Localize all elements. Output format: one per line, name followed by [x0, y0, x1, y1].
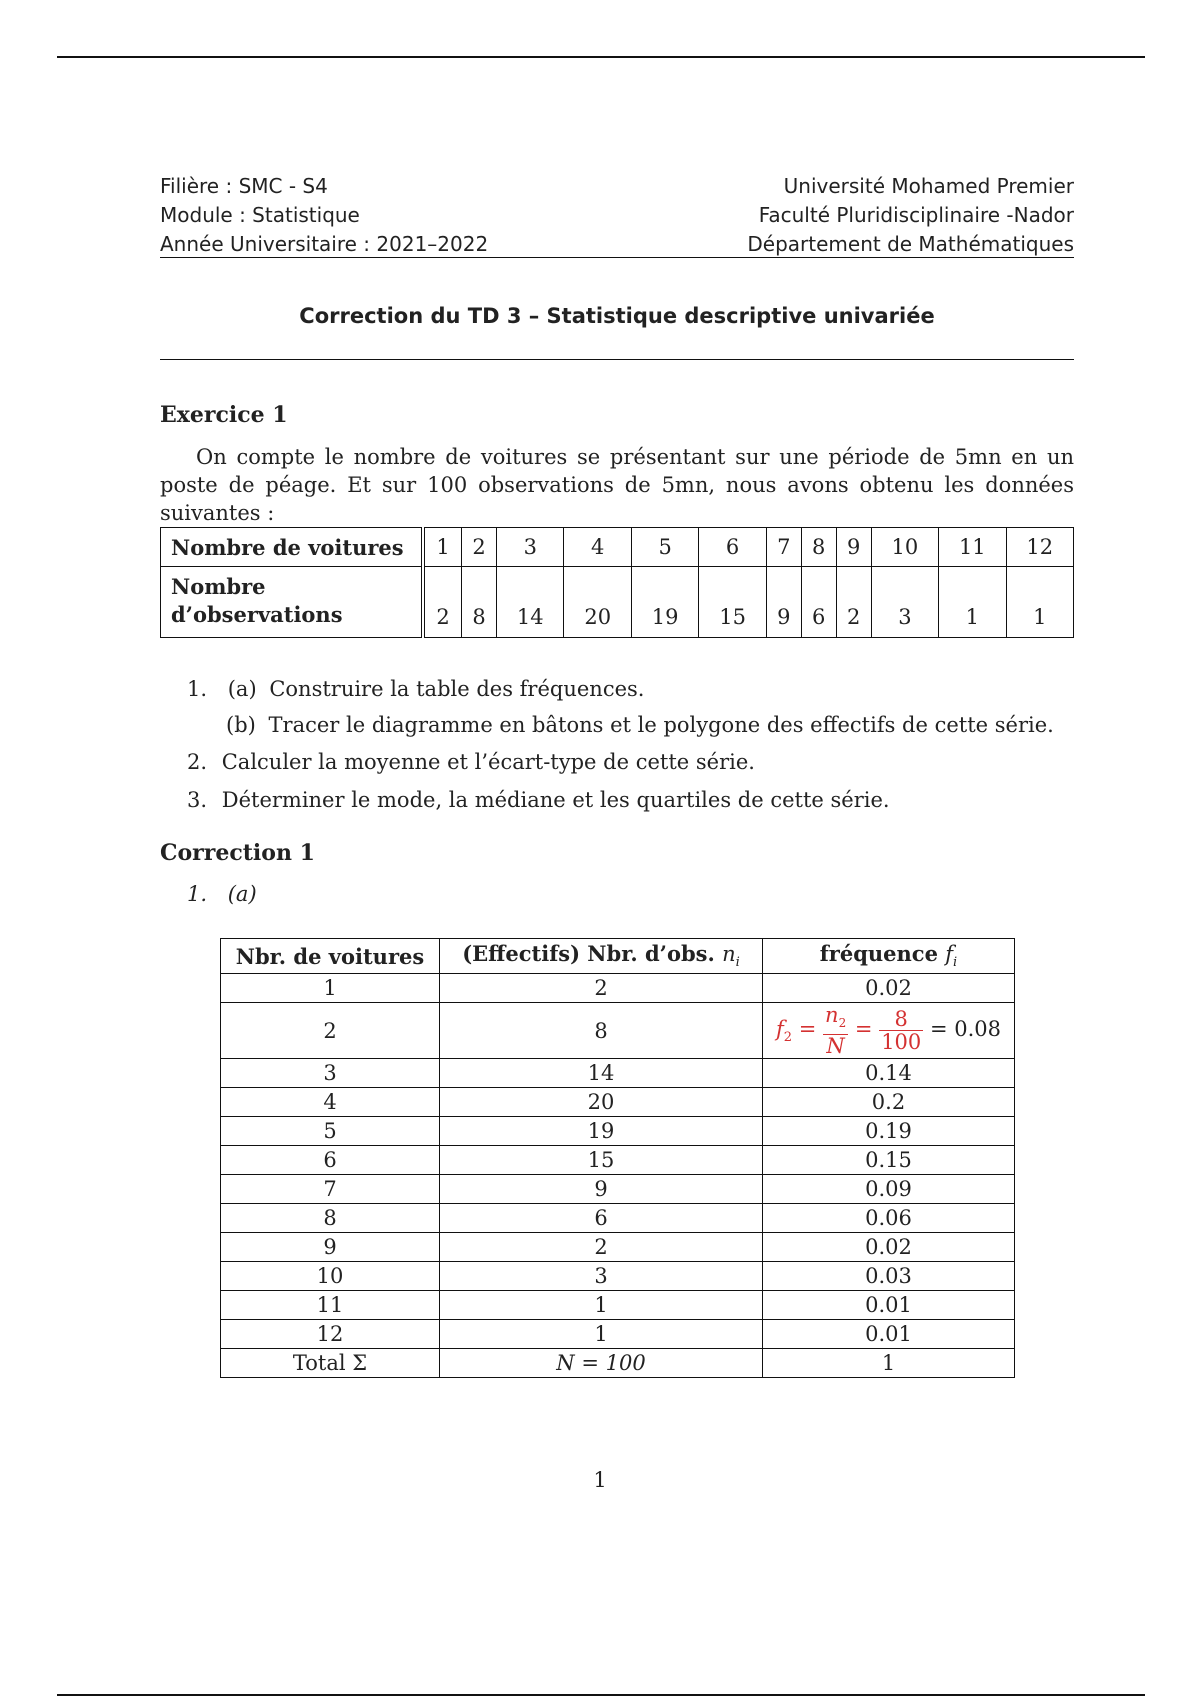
header-filiere: Filière : SMC - S4	[160, 174, 328, 198]
question-1b	[226, 711, 1054, 739]
cell-total-label: Total Σ	[221, 1349, 440, 1378]
formula-lhs-sub: 2	[783, 1030, 793, 1046]
cell-cars: 12	[221, 1320, 440, 1349]
table-cell: 9	[836, 528, 871, 567]
exercise-intro: On compte le nombre de voitures se présentant sur une période de 5mn en un poste de péage. Et sur 100 observations de 5mn, nous avons obtenu les données suivantes :	[160, 445, 1074, 525]
table-cell: 11	[939, 528, 1006, 567]
table-cell: 2	[462, 528, 497, 567]
formula-eq-2: =	[854, 1017, 873, 1041]
cell-effectif: 2	[440, 1233, 763, 1262]
cell-frequence: 0.03	[763, 1262, 1015, 1291]
table-row	[221, 1146, 1015, 1175]
table-cell: 20	[564, 567, 631, 638]
formula-fraction-1	[823, 1004, 848, 1057]
table-cell: 8	[462, 567, 497, 638]
table-row-cars	[161, 528, 1074, 567]
table-cell: 2	[836, 567, 871, 638]
cell-cars: 6	[221, 1146, 440, 1175]
cell-frequence: 0.02	[763, 974, 1015, 1003]
cell-cars: 3	[221, 1059, 440, 1088]
cell-total-f: 1	[763, 1349, 1015, 1378]
col-effectifs-label: (Effectifs) Nbr. d’obs.	[462, 941, 715, 967]
table-row	[221, 1262, 1015, 1291]
col-cars: Nbr. de voitures	[221, 939, 440, 974]
cell-frequence: 0.09	[763, 1175, 1015, 1204]
col-frequence-label: fréquence	[819, 941, 938, 967]
table-cell: 1	[1006, 567, 1073, 638]
table-cell: 3	[871, 567, 938, 638]
header-faculty: Faculté Pluridisciplinaire -Nador	[758, 203, 1074, 227]
question-number: 2.	[187, 750, 208, 774]
cell-effectif: 9	[440, 1175, 763, 1204]
question-number: 1.	[187, 677, 208, 701]
question-2	[187, 748, 755, 776]
formula-eq: =	[798, 1017, 817, 1041]
cell-frequence: 0.15	[763, 1146, 1015, 1175]
cell-effectif: 1	[440, 1291, 763, 1320]
header-annee: Année Universitaire : 2021–2022	[160, 232, 489, 256]
col-effectifs-var: n	[722, 942, 736, 967]
table-cell: 2	[423, 567, 462, 638]
row-label-cars: Nombre de voitures	[161, 528, 424, 567]
row-label-observations	[161, 567, 424, 638]
header-rule	[160, 257, 1074, 258]
header-university: Université Mohamed Premier	[783, 174, 1074, 198]
table-row	[221, 1320, 1015, 1349]
correction-item-number: 1.	[187, 882, 208, 906]
col-effectifs	[440, 939, 763, 974]
exercise-heading: Exercice 1	[160, 402, 288, 428]
table-cell: 9	[766, 567, 801, 638]
frequency-table	[220, 938, 1015, 1378]
question-3	[187, 786, 890, 814]
cell-effectif: 8	[440, 1003, 763, 1059]
question-text: Déterminer le mode, la médiane et les quartiles de cette série.	[221, 788, 890, 812]
cell-cars: 8	[221, 1204, 440, 1233]
bottom-rule	[57, 1694, 1145, 1696]
table-cell: 7	[766, 528, 801, 567]
table-row	[221, 1088, 1015, 1117]
cell-total-n: N = 100	[440, 1349, 763, 1378]
data-table	[160, 527, 1074, 638]
col-effectifs-sub: i	[735, 955, 740, 971]
header-module: Module : Statistique	[160, 203, 360, 227]
question-text: Construire la table des fréquences.	[269, 677, 645, 701]
table-cell: 15	[699, 567, 766, 638]
page-number: 1	[593, 1468, 607, 1492]
cell-frequence: 0.06	[763, 1204, 1015, 1233]
cell-effectif: 1	[440, 1320, 763, 1349]
cell-effectif: 14	[440, 1059, 763, 1088]
correction-item-tag: (a)	[227, 882, 257, 906]
table-cell: 14	[497, 567, 564, 638]
frac1-den: N	[826, 1034, 845, 1059]
cell-frequence: 0.02	[763, 1233, 1015, 1262]
frac1-num-sub: 2	[838, 1016, 847, 1031]
formula-fraction-2	[879, 1008, 923, 1053]
header-department: Département de Mathématiques	[747, 232, 1074, 256]
question-number: 3.	[187, 788, 208, 812]
header-left	[160, 172, 488, 259]
table-cell: 1	[939, 567, 1006, 638]
col-frequence-var: f	[945, 942, 954, 967]
question-tag: (a)	[227, 677, 257, 701]
table-row-observations	[161, 567, 1074, 638]
table-row	[221, 1059, 1015, 1088]
cell-frequence-formula	[763, 1003, 1015, 1059]
table-cell: 12	[1006, 528, 1073, 567]
cell-effectif: 15	[440, 1146, 763, 1175]
question-1a	[187, 675, 644, 703]
cell-cars: 7	[221, 1175, 440, 1204]
formula-result: = 0.08	[929, 1017, 1001, 1041]
table-cell: 5	[631, 528, 698, 567]
top-rule	[57, 56, 1145, 58]
table-header-row	[221, 939, 1015, 974]
table-row	[221, 1204, 1015, 1233]
page-title: Correction du TD 3 – Statistique descriptive univariée	[299, 304, 935, 328]
table-total-row	[221, 1349, 1015, 1378]
cell-cars: 1	[221, 974, 440, 1003]
cell-cars: 4	[221, 1088, 440, 1117]
table-row	[221, 974, 1015, 1003]
table-cell: 19	[631, 567, 698, 638]
table-row	[221, 1233, 1015, 1262]
col-frequence-sub: i	[953, 955, 958, 971]
table-row	[221, 1175, 1015, 1204]
question-tag: (b)	[226, 713, 256, 737]
cell-effectif: 2	[440, 974, 763, 1003]
frac2-den: 100	[881, 1030, 922, 1054]
cell-effectif: 19	[440, 1117, 763, 1146]
table-row	[221, 1291, 1015, 1320]
formula-lhs: f	[775, 1017, 784, 1041]
row-label-line1: Nombre	[171, 574, 266, 599]
table-row	[221, 1117, 1015, 1146]
cell-effectif: 20	[440, 1088, 763, 1117]
cell-cars: 10	[221, 1262, 440, 1291]
table-cell: 4	[564, 528, 631, 567]
col-frequence	[763, 939, 1015, 974]
correction-item	[187, 880, 257, 908]
cell-cars: 11	[221, 1291, 440, 1320]
table-cell: 10	[871, 528, 938, 567]
table-cell: 6	[801, 567, 836, 638]
question-text: Tracer le diagramme en bâtons et le polygone des effectifs de cette série.	[268, 713, 1054, 737]
cell-effectif: 3	[440, 1262, 763, 1291]
cell-frequence: 0.14	[763, 1059, 1015, 1088]
correction-heading: Correction 1	[160, 840, 315, 866]
row-label-line2: d’observations	[171, 602, 343, 627]
frac2-num: 8	[879, 1008, 923, 1031]
cell-frequence: 0.2	[763, 1088, 1015, 1117]
header-right	[747, 172, 1074, 259]
table-cell: 6	[699, 528, 766, 567]
cell-frequence: 0.01	[763, 1320, 1015, 1349]
table-cell: 3	[497, 528, 564, 567]
table-cell: 8	[801, 528, 836, 567]
table-row	[221, 1003, 1015, 1059]
cell-frequence: 0.01	[763, 1291, 1015, 1320]
frac1-num: n	[825, 1002, 839, 1027]
cell-effectif: 6	[440, 1204, 763, 1233]
cell-cars: 9	[221, 1233, 440, 1262]
cell-cars: 5	[221, 1117, 440, 1146]
cell-frequence: 0.19	[763, 1117, 1015, 1146]
title-rule	[160, 359, 1074, 360]
table-cell: 1	[423, 528, 462, 567]
cell-cars: 2	[221, 1003, 440, 1059]
question-text: Calculer la moyenne et l’écart-type de cette série.	[221, 750, 755, 774]
